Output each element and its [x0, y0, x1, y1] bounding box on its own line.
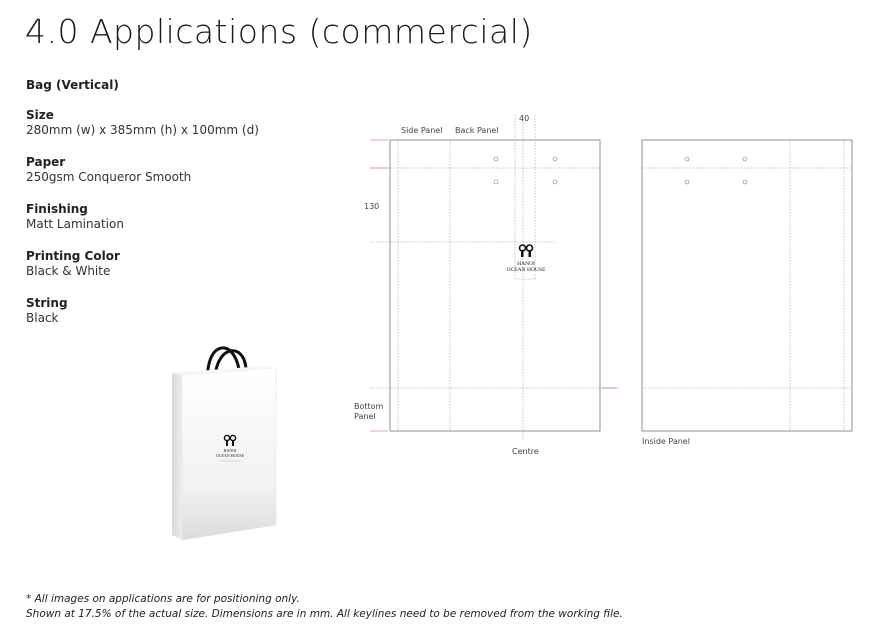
spec-value: Black & White [26, 264, 111, 278]
side-panel-label: Side Panel [401, 126, 443, 135]
dimension-40-label: 40 [519, 114, 530, 123]
spec-value: Black [26, 311, 59, 325]
spec-value: 280mm (w) x 385mm (h) x 100mm (d) [26, 123, 259, 137]
centre-label: Centre [512, 447, 539, 456]
spec-heading: Paper [26, 155, 66, 169]
subject-title: Bag (Vertical) [26, 78, 119, 92]
spec-string [26, 296, 326, 326]
spec-size [26, 108, 326, 138]
spec-heading: Size [26, 108, 54, 122]
footnote-line-1: * All images on applications are for positioning only. [26, 593, 300, 605]
footnote [26, 592, 623, 622]
spec-finishing [26, 202, 326, 232]
dieline-logo [507, 245, 546, 279]
inside-dieline [642, 140, 852, 431]
spec-value: Matt Lamination [26, 217, 124, 231]
keyline-drawing [340, 110, 875, 470]
spec-heading: String [26, 296, 68, 310]
spec-value: 250gsm Conqueror Smooth [26, 170, 192, 184]
bottom-panel-label-2: Panel [354, 412, 376, 421]
spec-printing-color [26, 249, 326, 279]
bottom-panel-label-1: Bottom [354, 402, 384, 411]
spec-paper [26, 155, 326, 185]
back-panel-label: Back Panel [455, 126, 499, 135]
bag-logo-line1: HANOI [223, 448, 237, 453]
dimension-130-label: 130 [364, 202, 380, 211]
spec-heading: Printing Color [26, 249, 120, 263]
spec-list [26, 78, 326, 343]
keyline-diagram [340, 110, 875, 470]
spec-heading: Finishing [26, 202, 88, 216]
dieline-logo-line2: OCEAN HOUSE [506, 267, 546, 273]
bag-side [172, 373, 182, 540]
bag-mockup-image [160, 335, 290, 545]
footnote-line-2: Shown at 17.5% of the actual size. Dimensions are in mm. All keylines need to be removed from the working file. [26, 608, 623, 620]
inside-panel-label: Inside Panel [642, 437, 690, 446]
page-title: 4.0 Applications (commercial) [25, 12, 533, 51]
dieline-logo-line1: HANOI [517, 261, 535, 267]
bag-logo-line2: OCEAN HOUSE [215, 453, 245, 458]
